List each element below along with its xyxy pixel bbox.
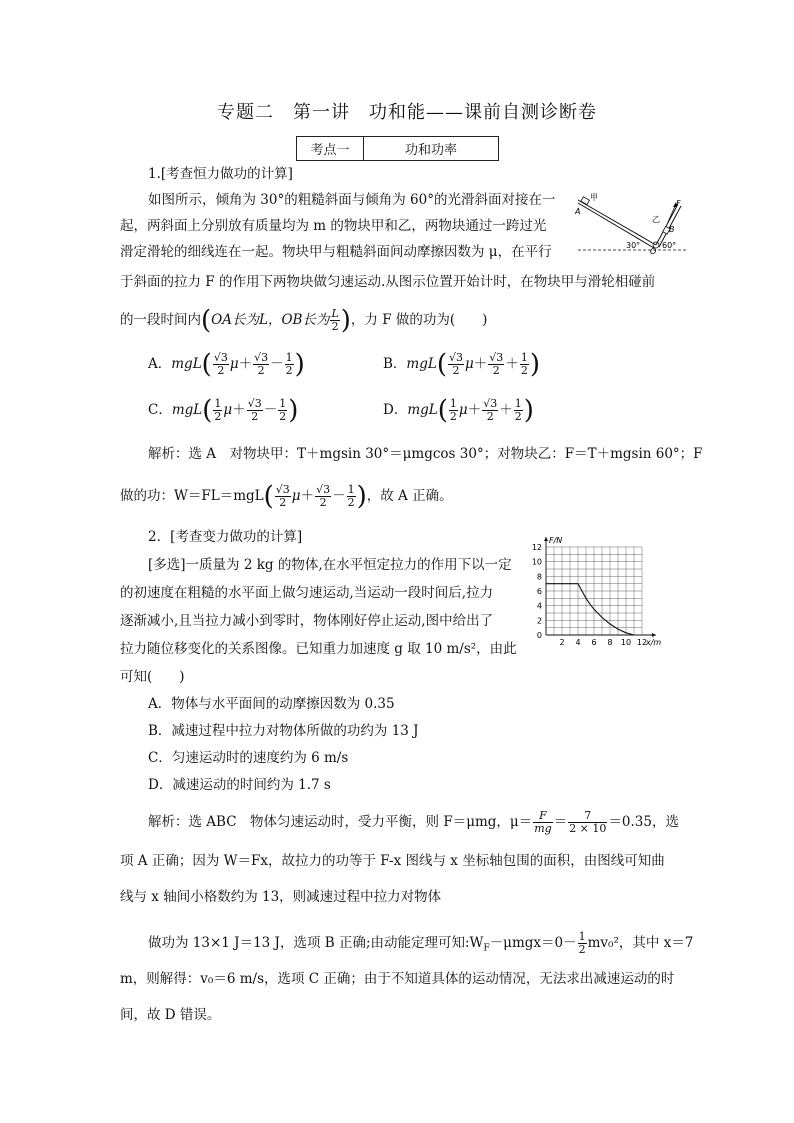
q2-answer-line-1: 解析：选 ABC 物体匀速运动时，受力平衡，则 F＝μmg，μ＝ $\frac{F}{mg}$ ＝ $\frac{7}{2 \times 10}$ ＝0.35，选 [148, 809, 679, 835]
x-tick-label: 2 [559, 638, 565, 647]
q2-answer-line-4: 做功为 13×1 J＝13 J，选项 B 正确;由动能定理可知$:W_F-\mu mgx=0-$ $\frac{1}{2}$ mv₀²，其中 x＝7 [148, 930, 694, 956]
q2-line-5: 可知( ) [120, 669, 185, 685]
q1-option-c: C．mgL( $\frac{1}{2}$ μ＋ $\frac{√3}{2}$ － $\frac{1}{2}$ ) [148, 395, 299, 426]
x-tick-label: 6 [591, 638, 597, 647]
q2-line-2: 的初速度在粗糙的水平面上做匀速运动,当运动一段时间后,拉力 [120, 585, 494, 601]
topic-table-cell-1: 考点一 [297, 137, 364, 160]
chart-x-label: x/m [646, 638, 662, 647]
label-jia: 甲 [590, 193, 598, 202]
y-tick-label: 10 [531, 557, 542, 567]
y-tick-label: 4 [536, 601, 542, 611]
q2-line-3: 逐渐减小,且当拉力减小到零时，物体刚好停止运动,图中给出了 [120, 613, 494, 629]
q2-option-b: B．减速过程中拉力对物体所做的功约为 13 J [148, 723, 419, 739]
y-tick-label: 2 [536, 616, 542, 626]
y-tick-label: 12 [531, 543, 542, 552]
y-axis-arrow [544, 537, 548, 541]
label-angle-30: 30° [626, 241, 641, 250]
q1-line-4: 于斜面的拉力 F 的作用下两物块做匀速运动.从图示位置开始计时，在物块甲与滑轮相碰前 [120, 274, 656, 290]
q1-answer-line-1: 解析：选 A 对物块甲：T＋mgsin 30°＝μmgcos 30°；对物块乙：F＝T＋mgsin 60°；F [148, 446, 703, 462]
q2-answer-line-5: m，则解得：v₀＝6 m/s，选项 C 正确；由于不知道具体的运动情况，无法求出减速运动的时 [120, 971, 675, 987]
q1-option-d: D．mgL( $\frac{1}{2}$ μ＋ $\frac{√3}{2}$ ＋ $\frac{1}{2}$ ) [383, 395, 534, 426]
q2-answer-line-3: 线与 x 轴间小格数约为 13，则减速过程中拉力对物体 [120, 889, 442, 905]
q1-label: 1.[考查恒力做功的计算] [148, 166, 293, 182]
x-tick-label: 8 [607, 638, 613, 647]
x-tick-label: 10 [620, 638, 632, 647]
chart-y-label: F/N [549, 536, 563, 545]
q1-line-5-post: ，力 F 做的功为( ) [350, 312, 488, 328]
q2-option-a: A．物体与水平面间的动摩擦因数为 0.35 [148, 696, 395, 712]
q1-option-b: B．mgL( $\frac{√3}{2}$ μ＋ $\frac{√3}{2}$ ＋ $\frac{1}{2}$ ) [383, 349, 540, 380]
q1-line-5-pre: 的一段时间内 [120, 312, 201, 328]
label-yi: 乙 [652, 215, 660, 224]
incline-figure [570, 190, 690, 254]
q2-line-4: 拉力随位移变化的关系图像。已知重力加速度 g 取 10 m/s²，由此 [120, 641, 517, 657]
q1-answer-line-2: 做的功：W＝FL＝mgL( $\frac{√3}{2}$ μ＋ $\frac{√3}{2}$ － $\frac{1}{2}$ )，故 A 正确。 [120, 481, 453, 512]
label-b: B [669, 225, 675, 234]
q2-option-c: C．匀速运动时的速度约为 6 m/s [148, 750, 349, 766]
label-f: F [676, 199, 681, 208]
page-title: 专题二 第一讲 功和能——课前自测诊断卷 [217, 102, 597, 123]
topic-table-cell-2: 功和功率 [404, 143, 457, 158]
q1-line-2: 起，两斜面上分别放有质量均为 m 的物块甲和乙，两物块通过一跨过光 [120, 218, 547, 234]
q1-line-1: 如图所示，倾角为 30°的粗糙斜面与倾角为 60°的光滑斜面对接在一 [148, 192, 556, 208]
q1-option-a: A．mgL( $\frac{√3}{2}$ μ＋ $\frac{√3}{2}$ － $\frac{1}{2}$ ) [148, 349, 305, 380]
label-a: A [575, 207, 581, 216]
x-tick-label: 12 [636, 638, 648, 647]
y-tick-label: 8 [536, 572, 542, 582]
q1-line-5-oa: OA长为L，OB长为 [211, 312, 330, 328]
y-tick-label: 0 [536, 631, 542, 640]
q2-answer-line-2: 项 A 正确；因为 W＝Fx，故拉力的功等于 F-x 图线与 x 坐标轴包围的面积，由图线可知曲 [120, 853, 665, 869]
q1-line-5: 的一段时间内(OA长为L，OB长为 $\frac{L}{2}$ )，力 F 做的功为( ) [120, 305, 488, 336]
x-axis-arrow [652, 633, 656, 637]
chart-grid [546, 547, 642, 635]
topic-table [296, 136, 499, 161]
label-angle-60: 60° [662, 241, 677, 250]
y-tick-label: 6 [536, 587, 542, 596]
q2-line-1: [多选]一质量为 2 kg 的物体,在水平恒定拉力的作用下以一定 [148, 557, 512, 573]
force-displacement-chart [522, 527, 672, 652]
q2-option-d: D．减速运动的时间约为 1.7 s [148, 777, 331, 793]
label-o: O [650, 247, 657, 254]
chart-series-line [546, 584, 634, 635]
q2-label: 2．[考查变力做功的计算] [148, 529, 303, 545]
q2-answer-line-6: 间，故 D 错误。 [120, 1007, 221, 1023]
x-tick-label: 4 [575, 638, 581, 647]
chart-axes [544, 537, 656, 637]
chart-ticks [532, 543, 647, 647]
q1-line-3: 滑定滑轮的细线连在一起。物块甲与粗糙斜面间动摩擦因数为 μ，在平行 [120, 244, 552, 260]
